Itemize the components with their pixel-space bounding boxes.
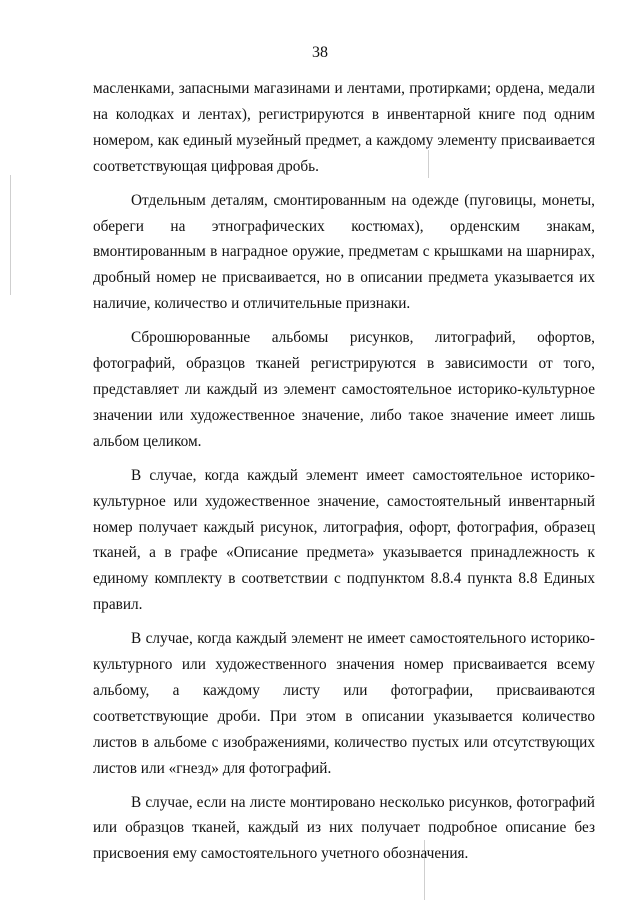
paragraph: Отдельным деталям, смонтированным на одежде (пуговицы, монеты, обереги на этнографических костюмах), орденским знакам, вмонтированным в наградное оружие, предметам с крышками на шарнирах, дробный номер не присваивается, но в описании предмета указывается их наличие, количество и отличительные признаки.	[93, 191, 595, 313]
paragraph: Сброшюрованные альбомы рисунков, литографий, офортов, фотографий, образцов тканей регистрируются в зависимости от того, представляет ли каждый из элемент самостоятельное историко-культурное значении или художественное значение, либо такое значение имеет лишь альбом целиком.	[93, 329, 595, 450]
paragraph: В случае, если на листе монтировано несколько рисунков, фотографий или образцов тканей, каждый из них получает подробное описание без присвоения ему самостоятельного учетного обозначения.	[93, 793, 595, 863]
document-body	[93, 76, 595, 867]
paragraph: В случае, когда каждый элемент имеет самостоятельное историко-культурное или художественное значение, самостоятельный инвентарный номер получает каждый рисунок, литография, офорт, фотография, образец тканей, а в графе «Описание предмета» указывается принадлежность к единому комплекту в соответствии с подпунктом 8.8.4 пункта 8.8 Единых правил.	[93, 466, 595, 614]
page-number: 38	[312, 44, 328, 61]
scan-artifact-line	[10, 175, 11, 295]
paragraph: В случае, когда каждый элемент не имеет самостоятельного историко-культурного или художественного значения номер присваивается всему альбому, а каждому листу или фотографии, присваиваются соответствующие дроби. При этом в описании указывается количество листов в альбоме с изображениями, количество пустых или отсутствующих листов или «гнезд» для фотографий.	[93, 630, 595, 777]
paragraph: масленками, запасными магазинами и лентами, протирками; ордена, медали на колодках и лентах), регистрируются в инвентарной книге под одним номером, как единый музейный предмет, а каждому элементу присваивается соответствующая цифровая дробь.	[93, 80, 595, 175]
